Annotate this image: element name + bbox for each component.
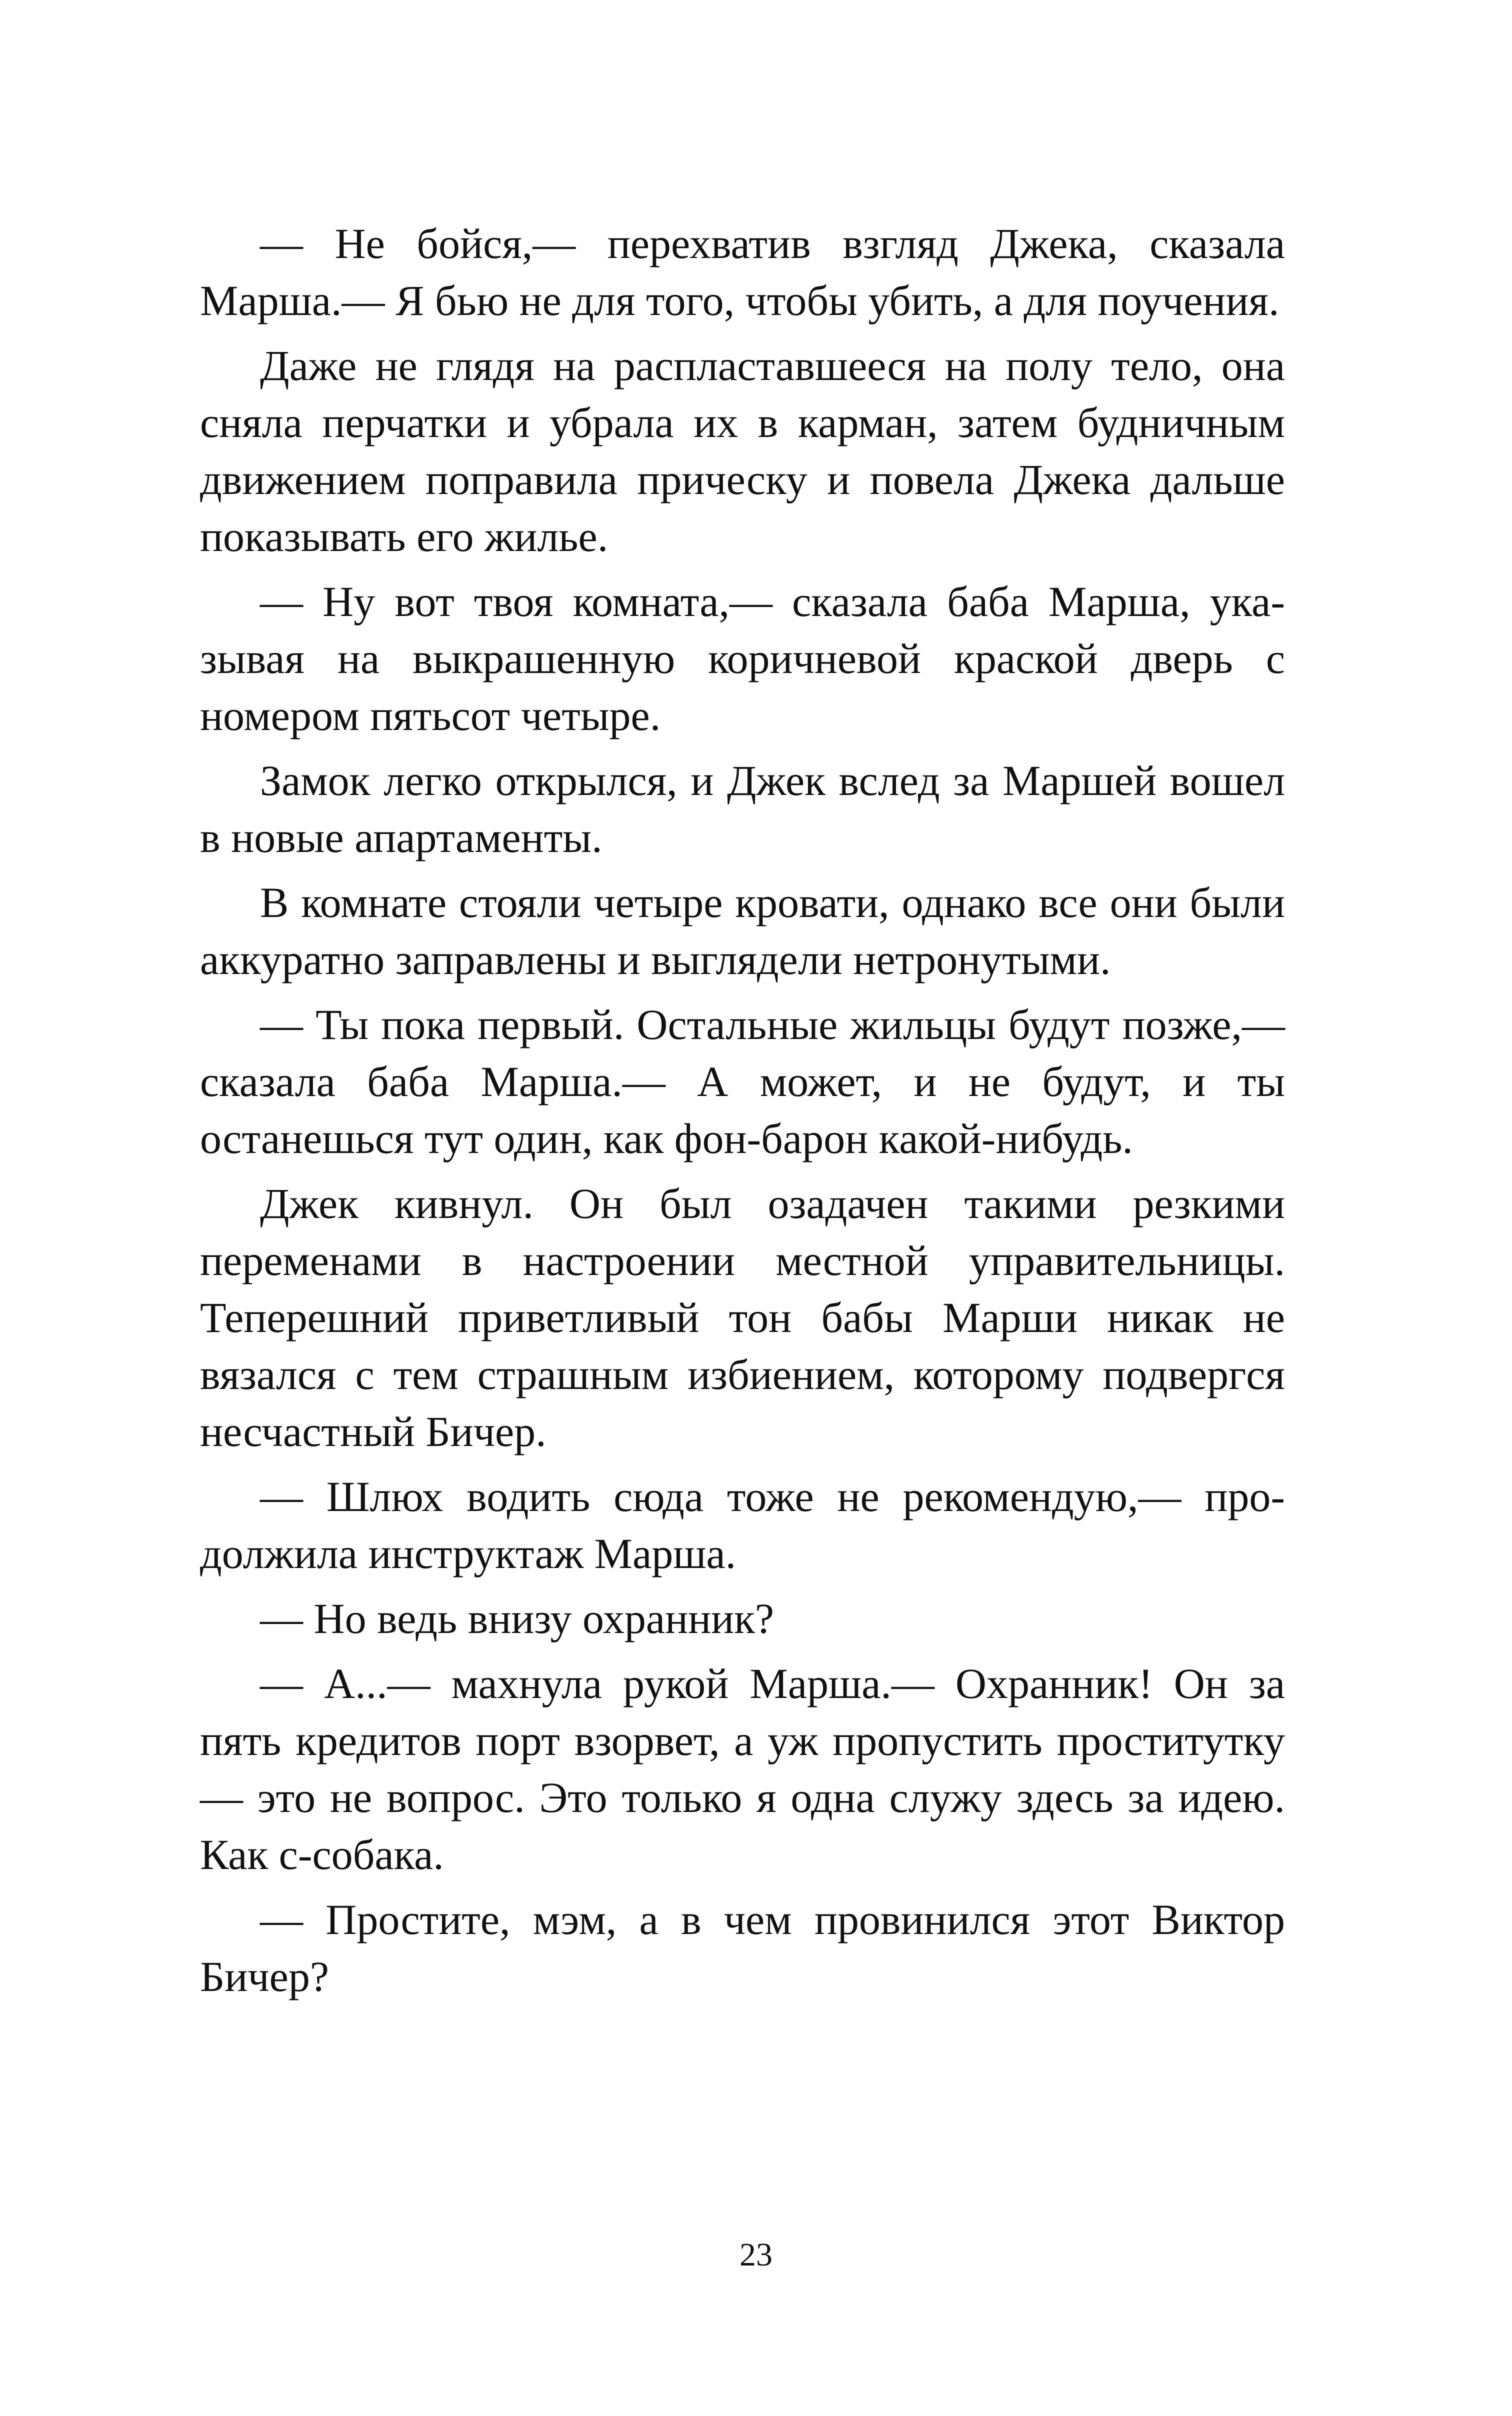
- paragraph: Даже не глядя на распластавшееся на полу тело, она сняла перчатки и убрала их в карман, затем будничным движением поправила прическу и повела Джека дальше показывать его жилье.: [200, 342, 1285, 560]
- body-text: [200, 215, 1285, 2013]
- paragraph: В комнате стояли четыре кровати, однако все они были аккуратно заправлены и выглядели нетронутыми.: [200, 878, 1285, 984]
- page-number: 23: [740, 2236, 772, 2273]
- paragraph: — Но ведь внизу охранник?: [260, 1594, 774, 1642]
- paragraph: — Ты пока первый. Остальные жильцы будут позже,— сказала баба Марша.— А может, и не будут, и ты останешься тут один, как фон-барон какой-нибудь.: [200, 1000, 1285, 1162]
- paragraph: — А...— махнула рукой Марша.— Охранник! Он за пять кредитов порт взорвет, а уж пропустить проститутку — это не вопрос. Это только я одна служу здесь за идею. Как с-собака.: [200, 1660, 1285, 1878]
- paragraph: Джек кивнул. Он был озадачен такими резкими переменами в настроении местной управительницы. Теперешний приветливый тон бабы Марши никак не вязался с тем страшным избиением, которому подвергся несчастный Бичер.: [200, 1180, 1285, 1456]
- paragraph: — Простите, мэм, а в чем провинился этот Виктор Бичер?: [200, 1896, 1285, 2000]
- paragraph: — Не бойся,— перехватив взгляд Джека, сказала Марша.— Я бью не для того, чтобы убить, а для поучения.: [200, 220, 1285, 324]
- paragraph: — Ну вот твоя комната,— сказала баба Марша, указывая на выкрашенную коричневой краской дверь с номером пятьсот четыре.: [200, 578, 1285, 740]
- paragraph: — Шлюх водить сюда тоже не рекомендую,— продолжила инструктаж Марша.: [200, 1472, 1285, 1578]
- paragraph: Замок легко открылся, и Джек вслед за Маршей вошел в новые апартаменты.: [200, 756, 1285, 862]
